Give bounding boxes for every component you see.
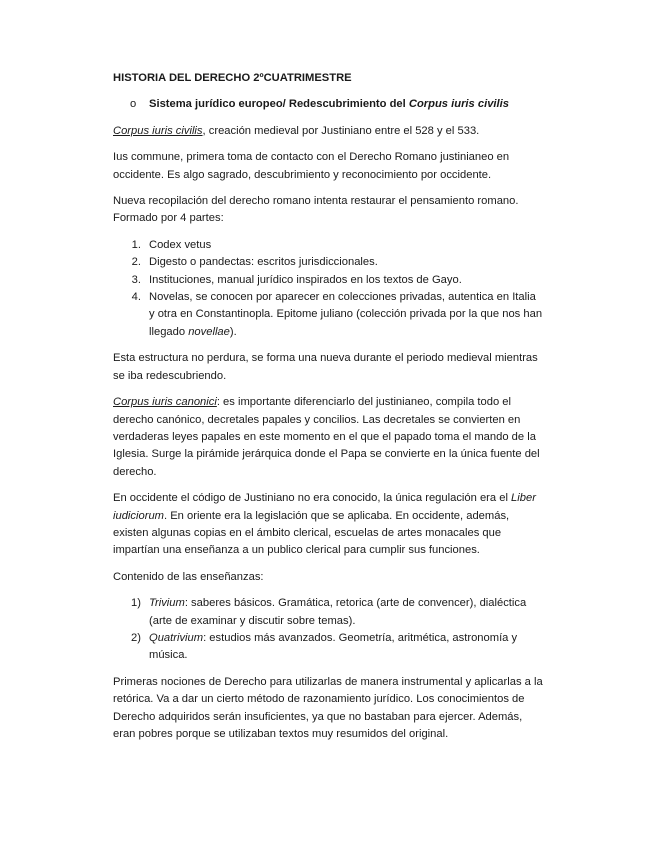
document-page bbox=[113, 70, 543, 752]
term-corpus-iuris-civilis: Corpus iuris civilis bbox=[113, 124, 203, 137]
paragraph-estructura: Esta estructura no perdura, se forma una nueva durante el periodo medieval mientras se iba redescubriendo. bbox=[113, 352, 538, 382]
paragraph-corpus-civilis: Corpus iuris civilis, creación medieval por Justiniano entre el 528 y el 533. bbox=[113, 124, 480, 137]
list-item: 1. Codex vetus bbox=[131, 238, 212, 251]
list-item: 1) Trivium: saberes básicos. Gramática, retorica (arte de convencer), dialéctica (arte de examinar y discutir sobre temas). bbox=[131, 597, 527, 627]
list-item: 3. Instituciones, manual jurídico inspirados en los textos de Gayo. bbox=[131, 273, 462, 286]
paragraph-contenido: Contenido de las enseñanzas: bbox=[113, 570, 264, 583]
paragraph-primeras-nociones: Primeras nociones de Derecho para utilizarlas de manera instrumental y aplicarlas a la retórica. Va a dar un cierto método de razonamiento jurídico. Los conocimientos de Derecho adquiridos serán insuficientes, ya que no bastaban para ejercer. Además, eran pobres porque se utilizaban textos muy resumidos del original. bbox=[113, 675, 543, 740]
list-item: 4. Novelas, se conocen por aparecer en colecciones privadas, autentica en Italia y otra en Constantinopla. Epitome juliano (colección privada por la que nos han llegado novellae). bbox=[131, 291, 543, 338]
parts-list bbox=[113, 237, 543, 341]
hollow-bullet-icon: o bbox=[130, 98, 137, 111]
term-corpus-iuris-canonici: Corpus iuris canonici bbox=[113, 396, 217, 409]
document-title: HISTORIA DEL DERECHO 2ºCUATRIMESTRE bbox=[113, 72, 352, 84]
list-item: 2) Quatrivium: estudios más avanzados. Geometría, aritmética, astronomía y música. bbox=[131, 631, 518, 662]
teachings-list bbox=[113, 595, 543, 665]
paragraph-recopilacion: Nueva recopilación del derecho romano intenta restaurar el pensamiento romano. Formado por 4 partes: bbox=[113, 195, 519, 225]
section-heading-text: Sistema jurídico europeo/ Redescubrimiento del Corpus iuris civilis bbox=[149, 98, 509, 111]
section-heading bbox=[113, 96, 543, 113]
list-item: 2. Digesto o pandectas: escritos jurisdiccionales. bbox=[131, 256, 378, 269]
paragraph-corpus-canonici: Corpus iuris canonici: es importante diferenciarlo del justinianeo, compila todo el derecho canónico, decretales papales y concilios. Las decretales se convierten en verdaderas leyes papales en este momento en el que el papado toma el mando de la Iglesia. Surge la pirámide jerárquica donde el Papa se convierte en la única fuente del derecho. bbox=[113, 396, 540, 478]
paragraph-occidente: En occidente el código de Justiniano no era conocido, la única regulación era el Liber iudiciorum. En oriente era la legislación que se aplicaba. En occidente, además, existen algunas copias en el ámbito clerical, escuelas de artes monacales que impartían una enseñanza a un publico clerical para cumplir sus funciones. bbox=[113, 492, 536, 557]
paragraph-ius-commune: Ius commune, primera toma de contacto con el Derecho Romano justinianeo en occidente. Es algo sagrado, descubrimiento y reconocimiento por occidente. bbox=[113, 151, 510, 181]
